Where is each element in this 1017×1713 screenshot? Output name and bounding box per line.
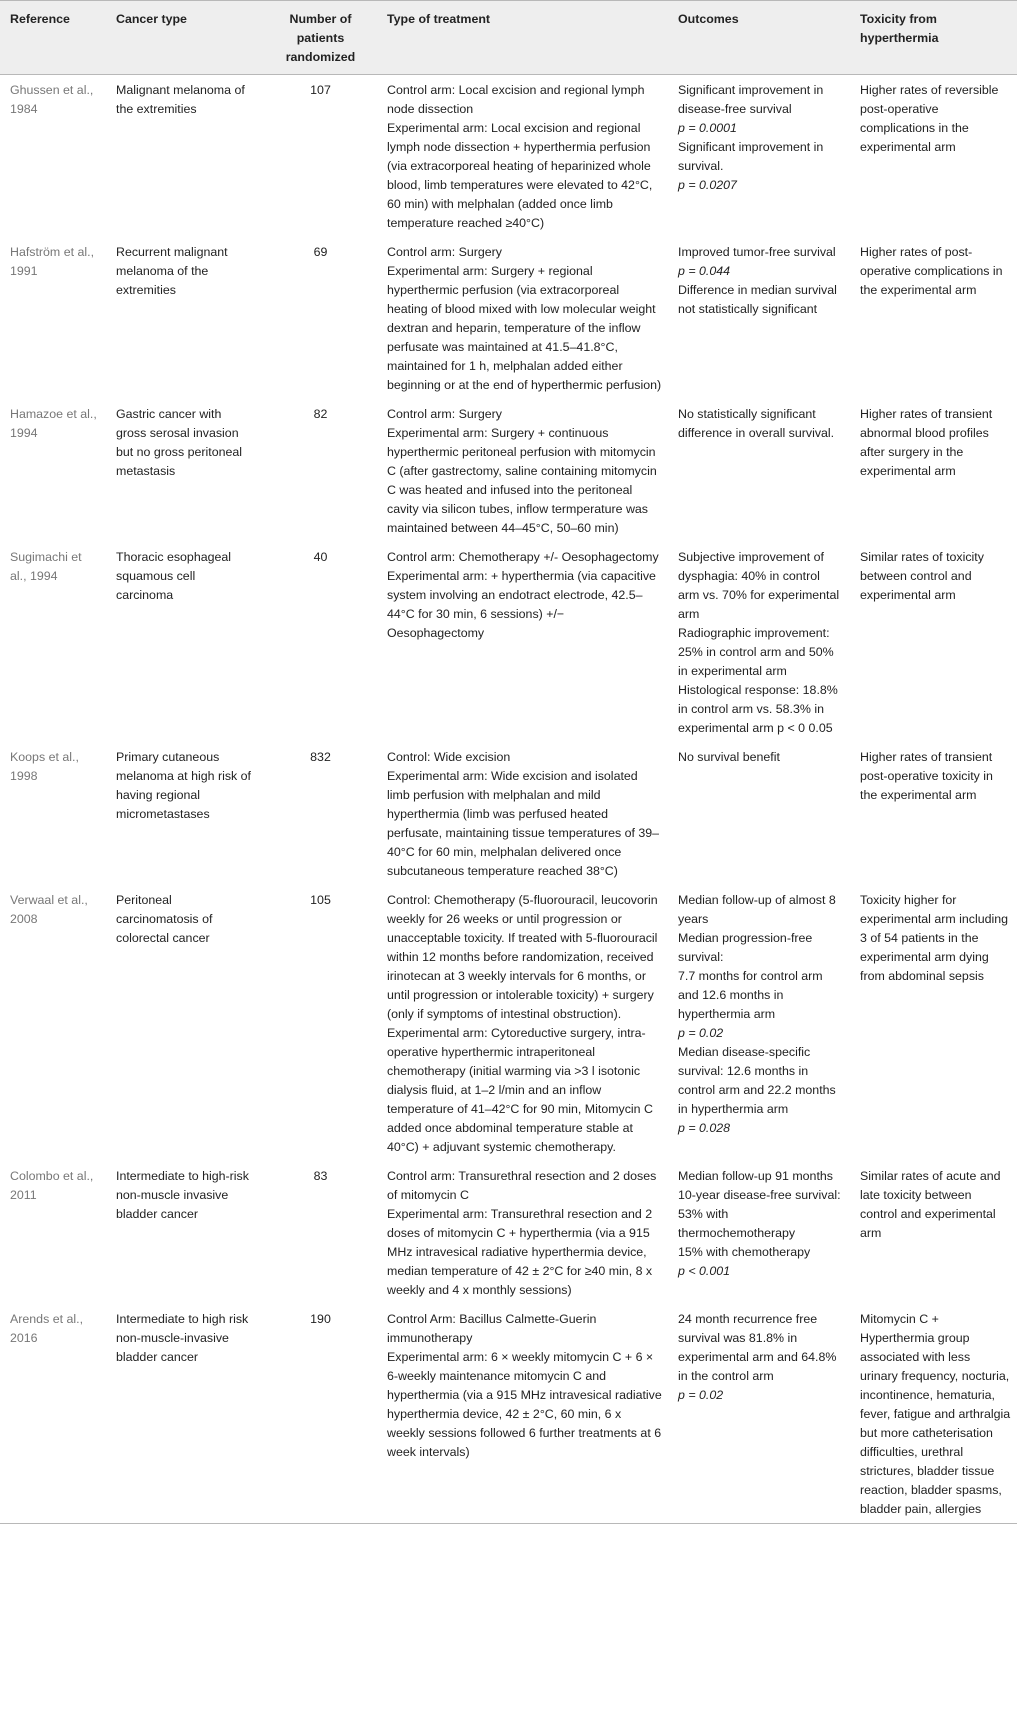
- header-outcomes: Outcomes: [668, 1, 850, 75]
- treatment-line: Control: Chemotherapy (5-fluorouracil, leucovorin weekly for 26 weeks or until progression or unacceptable toxicity. If treated with 5-fluorouracil within 12 months before randomization, received irinotecan at 3 weekly intervals for 6 months, or until progression or intolerable toxicity) + surgery (only if symptoms of intestinal obstruction).: [387, 893, 658, 1021]
- header-cancer-type: Cancer type: [106, 1, 260, 75]
- treatment-line: Control arm: Chemotherapy +/- Oesophagectomy: [387, 550, 659, 564]
- treatment-line: Experimental arm: Surgery + regional hyperthermic perfusion (via extracorporeal heating of blood mixed with low molecular weight dextran and heparin, temperature of the inflow perfusate was maintained at 41.5–41.8°C, maintained for 1 h, melphalan added either beginning or at the end of hyperthermic perfusion): [387, 264, 662, 392]
- cell-reference: Verwaal et al., 2008: [10, 893, 88, 926]
- treatment-line: Experimental arm: Cytoreductive surgery, intra-operative hyperthermic intraperitoneal chemotherapy (initial warming via >3 l isotonic dialysis fluid, at 1–2 l/min and an inflow temperature of 41–42°C for 90 min, Mitomycin C added once abdominal temperature stable at 40°C) + adjuvant systemic chemotherapy.: [387, 1026, 653, 1154]
- table-row: [0, 885, 1017, 1161]
- outcome-line: Radiographic improvement: 25% in control arm and 50% in experimental arm: [678, 626, 834, 678]
- cell-cancer-type: Intermediate to high risk non-muscle-invasive bladder cancer: [106, 1304, 260, 1524]
- cell-treatment: [377, 1304, 668, 1524]
- treatment-line: Control arm: Transurethral resection and 2 doses of mitomycin C: [387, 1169, 657, 1202]
- outcome-line: Significant improvement in disease-free survival: [678, 83, 824, 116]
- header-row: [0, 1, 1017, 75]
- treatment-line: Experimental arm: Local excision and regional lymph node dissection + hyperthermia perfusion (via extracorporeal heating of heparinized whole blood, limb temperatures were elevated to 42°C, 60 min) with melphalan (added once limb temperature reached ≥40°C): [387, 121, 653, 230]
- header-reference: Reference: [0, 1, 106, 75]
- cell-treatment: [377, 742, 668, 885]
- cell-toxicity: Similar rates of acute and late toxicity between control and experimental arm: [860, 1169, 1001, 1240]
- treatment-line: Experimental arm: Surgery + continuous hyperthermic peritoneal perfusion with mitomycin C (after gastrectomy, saline containing mitomycin C was heated and infused into the peritoneal cavity via silicon tubes, inflow termperature was maintained between 44–45°C, 50–60 min): [387, 426, 657, 535]
- table-row: [0, 1304, 1017, 1524]
- cell-cancer-type: Recurrent malignant melanoma of the extremities: [116, 245, 228, 297]
- cell-outcomes: [668, 237, 850, 399]
- cell-toxicity: Similar rates of toxicity between control and experimental arm: [860, 550, 984, 602]
- outcome-line: Median progression-free survival:: [678, 931, 813, 964]
- table-row: [0, 75, 1017, 238]
- outcome-line: p = 0.028: [678, 1121, 731, 1135]
- outcome-line: 7.7 months for control arm and 12.6 months in hyperthermia arm: [678, 969, 823, 1021]
- cell-outcomes: [668, 542, 850, 742]
- cell-cancer-type: Intermediate to high-risk non-muscle invasive bladder cancer: [116, 1169, 249, 1221]
- cell-treatment: [377, 1161, 668, 1304]
- outcome-line: Difference in median survival not statistically significant: [678, 283, 837, 316]
- outcome-line: p = 0.02: [678, 1026, 724, 1040]
- cell-reference: Hafström et al., 1991: [10, 245, 95, 278]
- outcome-line: Significant improvement in survival.: [678, 140, 824, 173]
- outcome-line: 53% with thermochemotherapy: [678, 1207, 796, 1240]
- cell-cancer-type: Primary cutaneous melanoma at high risk of having regional micrometastases: [116, 750, 251, 821]
- cell-reference: Sugimachi et al., 1994: [10, 550, 82, 583]
- outcome-line: Median follow-up 91 months: [678, 1169, 833, 1183]
- cell-number-randomized: 82: [313, 407, 328, 421]
- cell-treatment: [377, 75, 668, 238]
- outcome-line: 15% with chemotherapy: [678, 1245, 811, 1259]
- outcome-line: Histological response: 18.8% in control arm vs. 58.3% in experimental arm p < 0 0.05: [678, 683, 838, 735]
- cell-outcomes: [668, 1304, 850, 1524]
- outcome-line: p = 0.0001: [678, 121, 737, 135]
- cell-outcomes: [668, 742, 850, 885]
- outcome-line: p = 0.02: [678, 1388, 724, 1402]
- cell-reference: Koops et al., 1998: [10, 750, 79, 783]
- table-row: [0, 237, 1017, 399]
- outcome-line: 10-year disease-free survival:: [678, 1188, 841, 1202]
- outcome-line: p = 0.0207: [678, 178, 737, 192]
- cell-toxicity: Mitomycin C + Hyperthermia group associated with less urinary frequency, nocturia, incontinence, hematuria, fever, fatigue and arthralgia but more catheterisation difficulties, urethral strictures, bladder tissue reaction, bladder spasms, bladder pain, allergies: [850, 1304, 1017, 1524]
- cell-number-randomized: 832: [310, 750, 331, 764]
- cell-cancer-type: Peritoneal carcinomatosis of colorectal cancer: [116, 893, 213, 945]
- cell-number-randomized: 107: [310, 83, 331, 97]
- header-treatment: Type of treatment: [377, 1, 668, 75]
- cell-toxicity: Toxicity higher for experimental arm including 3 of 54 patients in the experimental arm dying from abdominal sepsis: [860, 893, 1009, 983]
- cell-treatment: [377, 399, 668, 542]
- outcome-line: Median disease-specific survival: 12.6 months in control arm and 22.2 months in hyperthermia arm: [678, 1045, 836, 1116]
- cell-number-randomized: 69: [313, 245, 328, 259]
- treatment-line: Control: Wide excision: [387, 750, 511, 764]
- cell-outcomes: [668, 1161, 850, 1304]
- cell-cancer-type: Gastric cancer with gross serosal invasion but no gross peritoneal metastasis: [116, 407, 243, 478]
- treatment-line: Experimental arm: Transurethral resection and 2 doses of mitomycin C + hyperthermia (via a 915 MHz intravesical radiative hyperthermia device, median temperature of 42 ± 2°C for ≥40 min, 8 x weekly and 4 x monthly sessions): [387, 1207, 653, 1297]
- cell-reference: Arends et al., 2016: [0, 1304, 106, 1524]
- cell-treatment: [377, 885, 668, 1161]
- cell-number-randomized: 83: [313, 1169, 328, 1183]
- cell-outcomes: [668, 399, 850, 542]
- cell-number-randomized: 40: [313, 550, 328, 564]
- cell-treatment: [377, 542, 668, 742]
- header-number-randomized: Number of patients randomized: [260, 1, 377, 75]
- outcome-line: p = 0.044: [678, 264, 731, 278]
- cell-cancer-type: Thoracic esophageal squamous cell carcinoma: [116, 550, 232, 602]
- cell-reference: Hamazoe et al., 1994: [10, 407, 97, 440]
- outcome-line: 24 month recurrence free survival was 81.8% in experimental arm and 64.8% in the control arm: [678, 1312, 837, 1383]
- table-row: [0, 1161, 1017, 1304]
- cell-toxicity: Higher rates of reversible post-operative complications in the experimental arm: [860, 83, 999, 154]
- treatment-line: Experimental arm: Wide excision and isolated limb perfusion with melphalan and mild hyperthermia (limb was perfused heated perfusate, maintaining tissue temperatures of 39–40°C for 60 min, melphalan delivered once subcutaneous temperature reached 38°C): [387, 769, 660, 878]
- outcome-line: No statistically significant difference in overall survival.: [678, 407, 835, 440]
- cell-outcomes: [668, 885, 850, 1161]
- cell-treatment: [377, 237, 668, 399]
- treatment-line: Experimental arm: 6 × weekly mitomycin C + 6 × 6-weekly maintenance mitomycin C and hyperthermia (via a 915 MHz intravesical radiative hyperthermia device, 42 ± 2°C, 60 min, 6 x weekly sessions followed 6 further treatments at 6 week intervals): [387, 1350, 662, 1459]
- outcome-line: Subjective improvement of dysphagia: 40% in control arm vs. 70% for experimental arm: [678, 550, 840, 621]
- cell-outcomes: [668, 75, 850, 238]
- cell-number-randomized: 105: [310, 893, 331, 907]
- treatment-line: Control arm: Local excision and regional lymph node dissection: [387, 83, 645, 116]
- table-row: [0, 742, 1017, 885]
- cell-toxicity: Higher rates of post-operative complications in the experimental arm: [860, 245, 1003, 297]
- cell-toxicity: Higher rates of transient post-operative toxicity in the experimental arm: [860, 750, 993, 802]
- table-row: [0, 399, 1017, 542]
- cell-reference: Colombo et al., 2011: [10, 1169, 94, 1202]
- cell-number-randomized: 190: [260, 1304, 377, 1524]
- outcome-line: Median follow-up of almost 8 years: [678, 893, 836, 926]
- treatment-line: Experimental arm: + hyperthermia (via capacitive system involving an endotract electrode, 42.5–44°C for 30 min, 6 sessions) +/− Oesophagectomy: [387, 569, 656, 640]
- treatment-line: Control arm: Surgery: [387, 407, 502, 421]
- cell-cancer-type: Malignant melanoma of the extremities: [116, 83, 245, 116]
- header-toxicity: Toxicity from hyperthermia: [850, 1, 1017, 75]
- outcome-line: p < 0.001: [678, 1264, 731, 1278]
- cell-reference: Ghussen et al., 1984: [10, 83, 94, 116]
- treatment-line: Control Arm: Bacillus Calmette-Guerin immunotherapy: [387, 1312, 597, 1345]
- cell-toxicity: Higher rates of transient abnormal blood profiles after surgery in the experimental arm: [860, 407, 993, 478]
- outcome-line: Improved tumor-free survival: [678, 245, 836, 259]
- table-row: [0, 542, 1017, 742]
- outcome-line: No survival benefit: [678, 750, 780, 764]
- treatment-line: Control arm: Surgery: [387, 245, 502, 259]
